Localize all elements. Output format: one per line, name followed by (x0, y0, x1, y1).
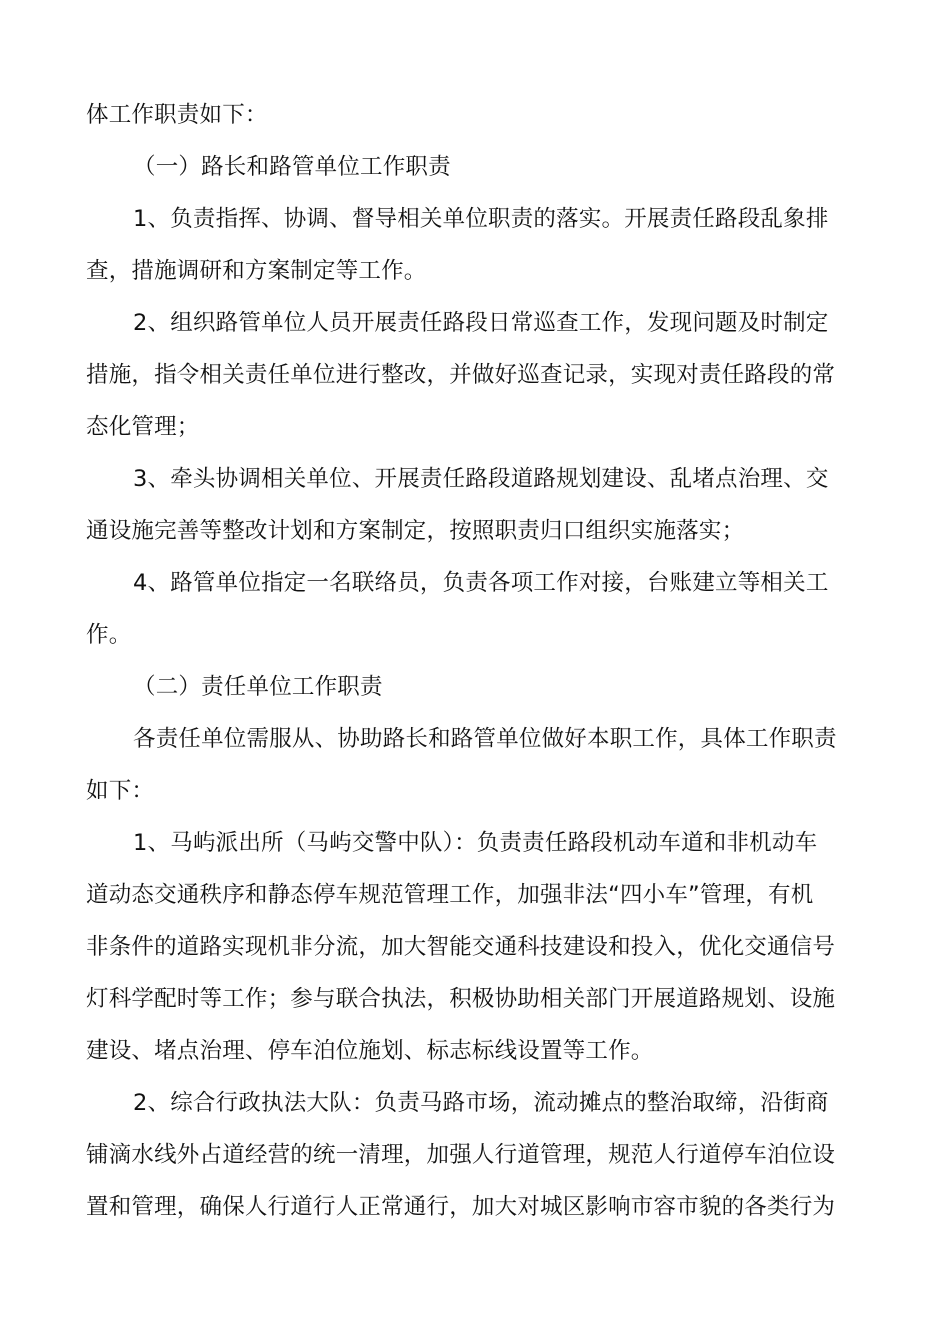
text-line: 通设施完善等整改计划和方案制定，按照职责归口组织实施落实； (86, 518, 745, 544)
text-line: 各责任单位需服从、协助路长和路管单位做好本职工作，具体工作职责 (133, 726, 837, 752)
text-line: 灯科学配时等工作；参与联合执法，积极协助相关部门开展道路规划、设施 (86, 986, 836, 1012)
text-line: 3、牵头协调相关单位、开展责任路段道路规划建设、乱堵点治理、交 (133, 466, 829, 492)
text-line: 查，措施调研和方案制定等工作。 (86, 258, 427, 284)
text-line: 措施，指令相关责任单位进行整改，并做好巡查记录，实现对责任路段的常 (86, 362, 836, 388)
text-line: 2、综合行政执法大队：负责马路市场，流动摊点的整治取缔，沿街商 (133, 1090, 829, 1116)
text-line: 铺滴水线外占道经营的统一清理，加强人行道管理，规范人行道停车泊位设 (86, 1142, 836, 1168)
text-line: 建设、堵点治理、停车泊位施划、标志标线设置等工作。 (86, 1038, 654, 1064)
section-heading: （二）责任单位工作职责 (133, 674, 383, 700)
text-line: 1、马屿派出所（马屿交警中队）：负责责任路段机动车道和非机动车 (133, 830, 818, 856)
text-line: 1、负责指挥、协调、督导相关单位职责的落实。开展责任路段乱象排 (133, 206, 829, 232)
text-line: 体工作职责如下： (86, 102, 268, 128)
text-line: 2、组织路管单位人员开展责任路段日常巡查工作，发现问题及时制定 (133, 310, 829, 336)
text-line: 态化管理； (86, 414, 200, 440)
section-heading: （一）路长和路管单位工作职责 (133, 154, 451, 180)
text-line: 作。 (86, 622, 132, 648)
text-line: 非条件的道路实现机非分流，加大智能交通科技建设和投入，优化交通信号 (86, 934, 836, 960)
text-line: 如下： (86, 778, 155, 804)
text-line: 4、路管单位指定一名联络员，负责各项工作对接，台账建立等相关工 (133, 570, 829, 596)
text-line: 道动态交通秩序和静态停车规范管理工作，加强非法“四小车”管理，有机 (86, 882, 814, 908)
text-line: 置和管理，确保人行道行人正常通行，加大对城区影响市容市貌的各类行为 (86, 1194, 836, 1220)
